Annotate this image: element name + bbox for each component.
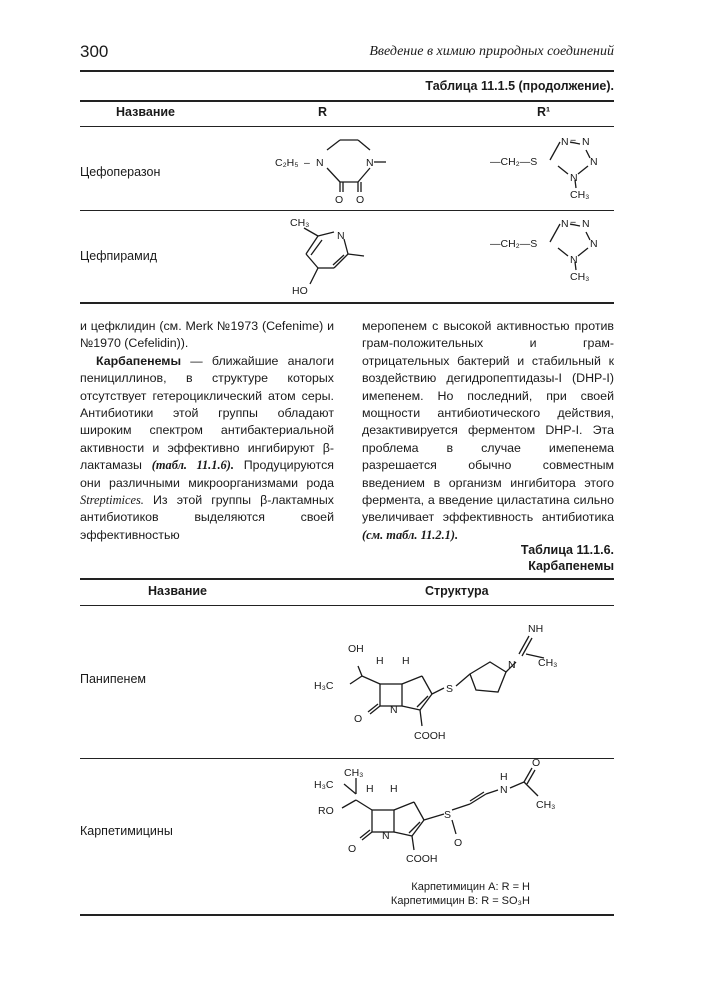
- left-paragraph-1: и цефклидин (см. Merk №1973 (Cefenime) и №1970 (Cefelidin)).: [80, 319, 334, 351]
- cefpiramide-tz-nc: N: [590, 238, 598, 250]
- carpetimycin-a-caption: Карпетимицин A: R = H: [411, 881, 530, 893]
- table2-caption-line2: Карбапенемы: [528, 559, 614, 573]
- cefoperazone-tz-na: N: [561, 136, 569, 148]
- panipenem-h1-label: H: [376, 655, 384, 667]
- cefoperazone-r1-structure: [490, 132, 610, 204]
- left-p2-part-c: Из этой группы β-лактамных антибиотиков выделяются своей эффективностью: [80, 493, 334, 542]
- cefoperazone-o1-label: O: [335, 194, 344, 206]
- cefoperazone-r-structure: [270, 132, 400, 207]
- table2-caption: [521, 542, 614, 574]
- cefpiramide-chain-label: —CH₂—S: [490, 238, 538, 250]
- table1-header-name: Название: [116, 105, 176, 119]
- table2-header-name: Название: [148, 584, 208, 598]
- carpetimycins-structure: [310, 757, 570, 878]
- right-p-table-ref: (см. табл. 11.2.1).: [362, 527, 459, 542]
- right-p-part-a: меропенем с высокой активностью против грам-положительных и грам-отрицательных бактерий и стабильный к воздействию дегидропептидазы-I (DHP-I) имепенем. Но последний, при своей мощности антибиотического действия, дезактивируется ферментом DHP-I. Эта проблема в случае имепенема разрешается обычно совместным введением в организм ингибитора этого фермента, а введение циластатина сильно увеличивает эффективность антибиотика: [362, 319, 614, 525]
- cefoperazone-tz-nb: N: [582, 136, 590, 148]
- carpetimycins-ro-label: RO: [318, 805, 334, 817]
- header-rule: [80, 70, 614, 72]
- panipenem-ch3-label: CH₃: [538, 657, 558, 669]
- cefpiramide-r-structure: [282, 212, 382, 300]
- table2-bottom-rule: [80, 914, 614, 916]
- left-p2-table-ref: (табл. 11.1.6).: [151, 458, 234, 473]
- table2-row-panipenem-name: Панипенем: [80, 672, 146, 686]
- left-p2-genus: Streptimices.: [80, 493, 144, 508]
- carpetimycins-so-label: O: [454, 837, 463, 849]
- carpetimycins-h2-label: H: [390, 783, 398, 795]
- carpetimycins-h3c-label: H₃C: [314, 779, 334, 791]
- table1-row-cefoperazone-name: Цефоперазон: [80, 165, 161, 179]
- left-p2-part-a: — ближайшие аналоги пенициллинов, в структуре которых отсутствует гетероциклический атом серы. Антибиотики этой группы обладают широким спектром антибактериальной активности и эффективно ингибируют β-лактамазы: [80, 353, 334, 473]
- panipenem-oh-label: OH: [348, 643, 364, 655]
- panipenem-h3c-label: H₃C: [314, 680, 334, 692]
- carpetimycin-b-caption: Карпетимицин B: R = SO₃H: [390, 895, 530, 907]
- table1-top-rule: [80, 100, 614, 102]
- right-paragraph: [362, 318, 614, 544]
- left-column-text: [80, 318, 334, 544]
- panipenem-structure: [310, 614, 570, 754]
- panipenem-n2-label: N: [508, 659, 516, 671]
- cefpiramide-tz-nb: N: [582, 218, 590, 230]
- cefoperazone-n2-label: N: [366, 157, 374, 169]
- carbapenems-term: Карбапенемы: [96, 353, 182, 368]
- table1-row-divider: [80, 210, 614, 211]
- cefpiramide-n-label: N: [337, 230, 345, 242]
- left-p2-part-b: Продуцируются они различными микроорганизмами рода: [80, 458, 334, 490]
- running-title: Введение в химию природных соединений: [369, 44, 614, 59]
- carpetimycins-cooh-label: COOH: [406, 853, 438, 865]
- table1-header-r1: R¹: [537, 105, 551, 119]
- table1-row-cefpiramide-name: Цефпирамид: [80, 249, 158, 263]
- table1-header-rule: [80, 126, 614, 127]
- cefpiramide-ho-label: HO: [292, 285, 308, 297]
- cefpiramide-tz-ch3: CH₃: [570, 271, 590, 283]
- cefoperazone-n1-label: N: [316, 157, 324, 169]
- carpetimycins-o2-label: O: [532, 757, 541, 769]
- table1-caption: Таблица 11.1.5 (продолжение).: [425, 79, 614, 93]
- panipenem-n-label: N: [390, 704, 398, 716]
- carpetimycins-s-label: S: [444, 809, 452, 821]
- cefoperazone-tz-nd: N: [570, 172, 578, 184]
- panipenem-s-label: S: [446, 683, 454, 695]
- table2-row-carpetimycins-name: Карпетимицины: [80, 824, 173, 838]
- carpetimycins-n2-label: N: [500, 784, 508, 796]
- cefpiramide-ch3-label: CH₃: [290, 217, 310, 229]
- cefoperazone-tz-eq: =: [570, 136, 577, 148]
- svg-text:–: –: [304, 157, 310, 169]
- panipenem-nh-label: NH: [528, 623, 544, 635]
- cefoperazone-chain-label: —CH₂—S: [490, 156, 538, 168]
- carpetimycins-h1-label: H: [366, 783, 374, 795]
- panipenem-o-label: O: [354, 713, 363, 725]
- table2-caption-line1: Таблица 11.1.6.: [520, 543, 614, 557]
- table1-header-r: R: [318, 105, 328, 119]
- cefoperazone-c2h5-label: C₂H₅: [275, 157, 299, 169]
- table2-header-structure: Структура: [425, 584, 489, 598]
- table1-bottom-rule: [80, 302, 614, 304]
- cefpiramide-r1-structure: [490, 214, 610, 286]
- carpetimycins-o-label: O: [348, 843, 357, 855]
- cefpiramide-tz-nd: N: [570, 254, 578, 266]
- right-column-text: [362, 318, 614, 544]
- carpetimycins-captions: [391, 880, 530, 908]
- carpetimycins-ch3-label: CH₃: [344, 767, 364, 779]
- cefoperazone-tz-ch3: CH₃: [570, 189, 590, 201]
- carpetimycins-ch3b-label: CH₃: [536, 799, 556, 811]
- carpetimycins-n-label: N: [382, 830, 390, 842]
- panipenem-cooh-label: COOH: [414, 730, 446, 742]
- cefpiramide-tz-na: N: [561, 218, 569, 230]
- panipenem-h2-label: H: [402, 655, 410, 667]
- page-number: 300: [80, 42, 109, 61]
- cefpiramide-tz-eq: =: [570, 218, 577, 230]
- carpetimycins-h3-label: H: [500, 771, 508, 783]
- left-paragraph-2: [80, 353, 334, 544]
- table2-top-rule: [80, 578, 614, 580]
- cefoperazone-o2-label: O: [356, 194, 365, 206]
- cefoperazone-tz-nc: N: [590, 156, 598, 168]
- table2-header-rule: [80, 605, 614, 606]
